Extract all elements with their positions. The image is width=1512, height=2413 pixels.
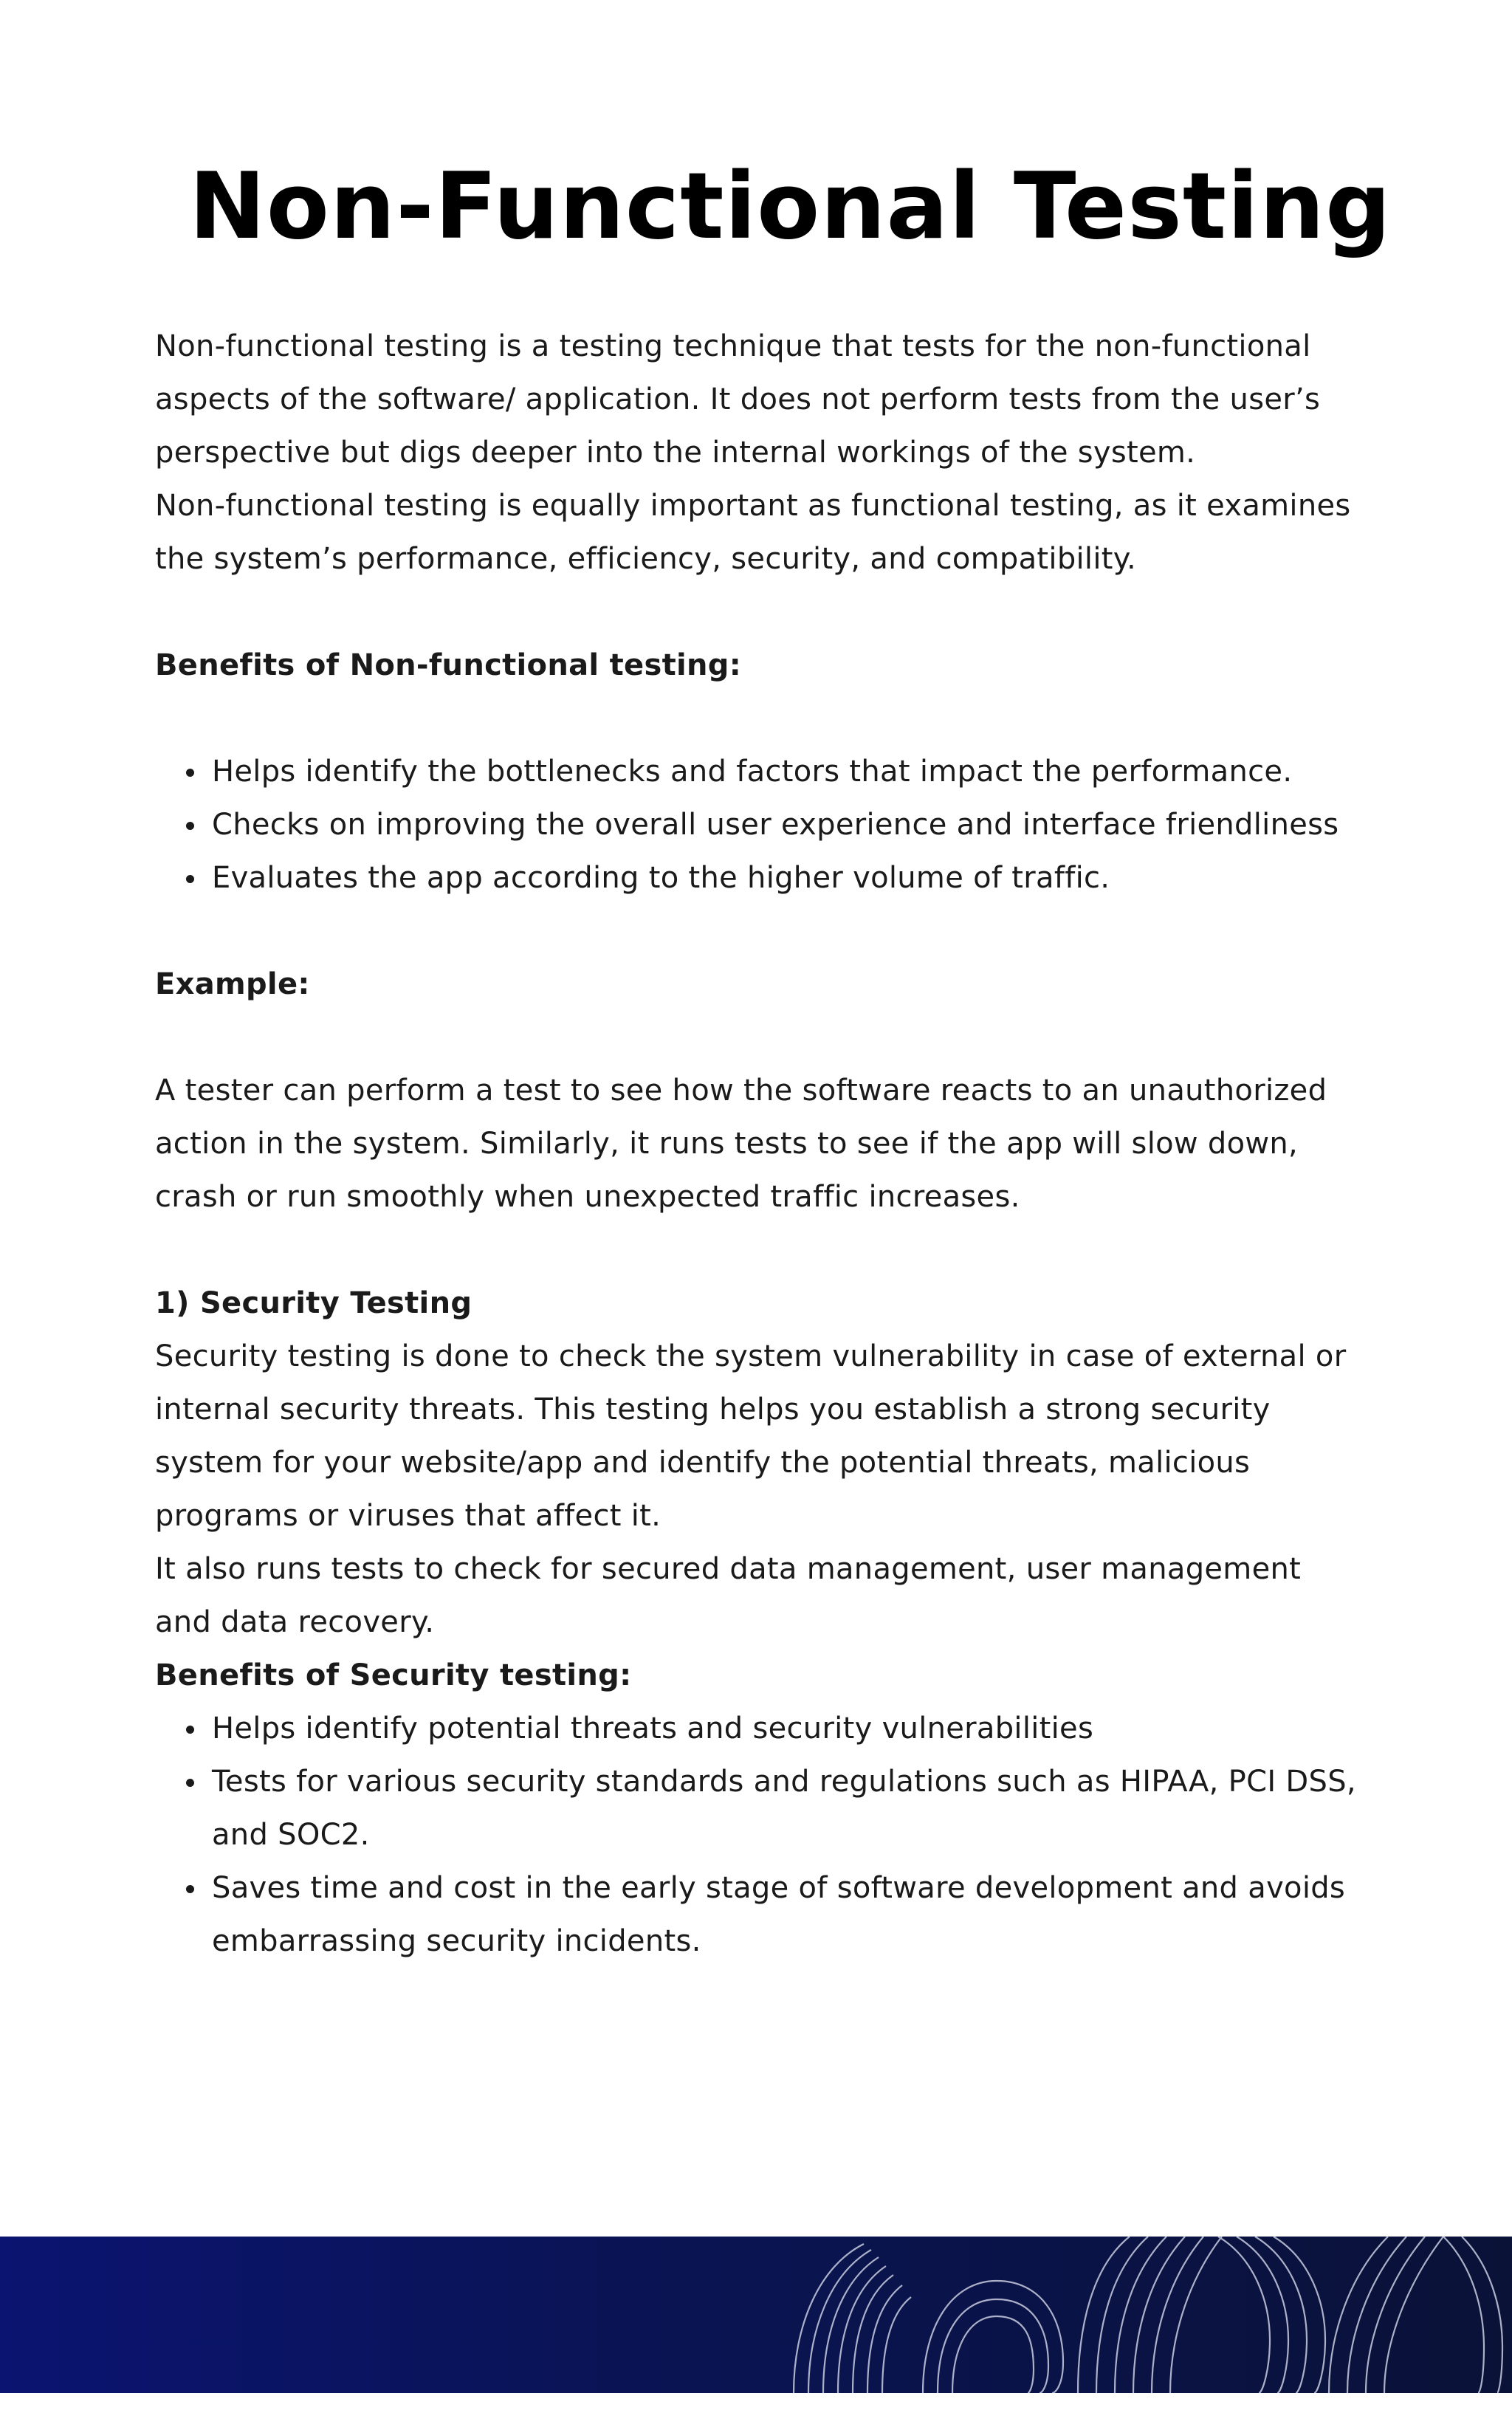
- spacer: [155, 692, 1366, 745]
- list-item-text: Helps identify potential threats and security vulnerabilities: [212, 1712, 1094, 1746]
- spacer: [155, 905, 1366, 958]
- security-paragraph-2: It also runs tests to check for secured data management, user management and data recovery.: [155, 1552, 1302, 1639]
- bullet-icon: [186, 1726, 194, 1734]
- document-body: [155, 320, 1366, 1968]
- spacer: [155, 1223, 1366, 1277]
- bullet-icon: [186, 1885, 194, 1893]
- list-item: [155, 851, 1366, 905]
- bullet-icon: [186, 769, 194, 777]
- footer-band: [0, 2237, 1512, 2393]
- list-item-text: Saves time and cost in the early stage of software development and avoids embarrassing security incidents.: [212, 1871, 1346, 1958]
- page-title: Non-Functional Testing: [189, 154, 1392, 260]
- intro-paragraph-1: Non-functional testing is a testing technique that tests for the non-functional aspects of the software/ application. It does not perform tests from the user’s perspective but digs deeper into the internal workings of the system.: [155, 329, 1321, 470]
- benefits-list: [155, 745, 1366, 905]
- bullet-icon: [186, 822, 194, 830]
- spacer: [155, 586, 1366, 639]
- list-item: [155, 1702, 1366, 1755]
- security-benefits-heading: Benefits of Security testing:: [155, 1658, 632, 1692]
- list-item-text: Evaluates the app according to the higher volume of traffic.: [212, 861, 1110, 895]
- list-item-text: Helps identify the bottlenecks and factors that impact the performance.: [212, 755, 1293, 789]
- bullet-icon: [186, 1779, 194, 1787]
- list-item: [155, 1755, 1366, 1861]
- intro-paragraph-2: Non-functional testing is equally important as functional testing, as it examines the system’s performance, efficiency, security, and compatibility.: [155, 489, 1351, 576]
- benefits-heading: Benefits of Non-functional testing:: [155, 648, 742, 682]
- list-item: [155, 745, 1366, 798]
- security-paragraph-1: Security testing is done to check the system vulnerability in case of external or internal security threats. This testing helps you establish a strong security system for your website/app and identify the potential threats, malicious programs or viruses that affect it.: [155, 1339, 1347, 1533]
- list-item-text: Checks on improving the overall user experience and interface friendliness: [212, 808, 1339, 842]
- example-heading: Example:: [155, 967, 310, 1001]
- security-benefits-list: [155, 1702, 1366, 1968]
- list-item: [155, 1861, 1366, 1968]
- spacer: [155, 1011, 1366, 1064]
- security-testing-heading: 1) Security Testing: [155, 1286, 472, 1320]
- list-item-text: Tests for various security standards and regulations such as HIPAA, PCI DSS, and SOC2.: [212, 1765, 1356, 1852]
- wave-lines-decoration: [0, 2237, 1512, 2393]
- example-paragraph: A tester can perform a test to see how the software reacts to an unauthorized action in the system. Similarly, it runs tests to see if the app will slow down, crash or run smoothly when unexpected traffic increases.: [155, 1074, 1327, 1214]
- list-item: [155, 798, 1366, 851]
- bullet-icon: [186, 875, 194, 883]
